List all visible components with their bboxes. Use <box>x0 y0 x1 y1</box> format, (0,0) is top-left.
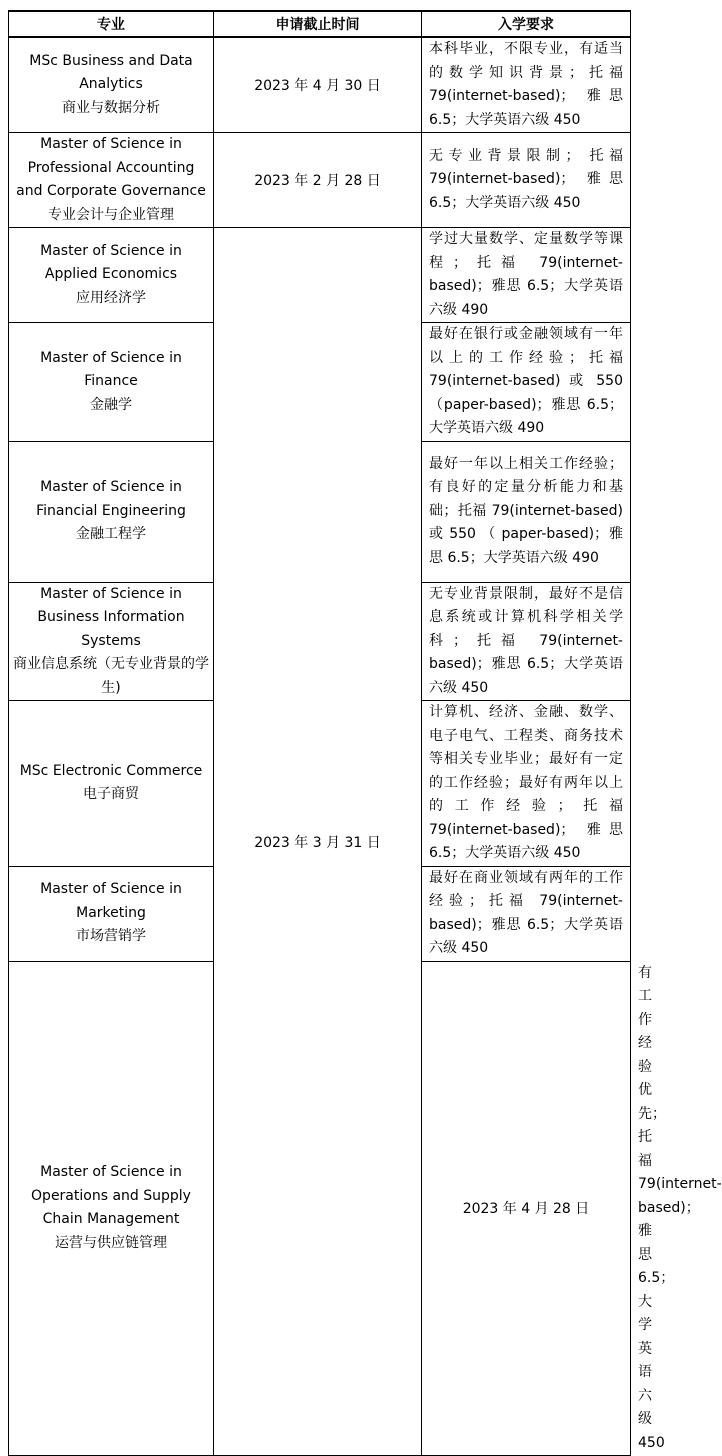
table-row <box>9 37 631 133</box>
program-cell <box>9 37 214 133</box>
requirements-cell: 最好一年以上相关工作经验；有良好的定量分析能力和基础；托福 79(internet-based) 或 550 （ paper-based)；雅思 6.5；大学英语六级 490 <box>422 441 631 582</box>
program-name-zh: 运营与供应链管理 <box>55 1234 167 1251</box>
requirements-cell: 计算机、经济、金融、数学、电子电气、工程类、商务技术等相关专业毕业；最好有一定的工作经验；最好有两年以上的工作经验；托福 79(internet-based)； 雅思 6.5；大学英语六级 450 <box>422 701 631 867</box>
deadline-cell: 2023 年 2 月 28 日 <box>214 133 422 228</box>
table-row <box>9 133 631 228</box>
program-cell <box>9 582 214 701</box>
requirements-cell: 本科毕业，不限专业，有适当的数学知识背景；托福 79(internet-based)； 雅思 6.5；大学英语六级 450 <box>422 37 631 133</box>
program-cell <box>9 228 214 323</box>
program-cell <box>9 441 214 582</box>
program-name-en: Master of Science in <box>40 349 182 366</box>
program-name-en: Operations and Supply <box>31 1187 191 1204</box>
program-name-en: Master of Science in <box>40 585 182 602</box>
requirements-cell: 最好在商业领域有两年的工作经验；托福 79(internet-based)；雅思 6.5；大学英语六级 450 <box>422 866 631 961</box>
program-name-en: Analytics <box>79 76 143 93</box>
header-deadline: 申请截止时间 <box>214 11 422 37</box>
deadline-cell: 2023 年 4 月 28 日 <box>422 961 631 1456</box>
program-name-en: and Corporate Governance <box>16 183 206 199</box>
table-row <box>9 228 631 323</box>
program-name-en: Professional Accounting <box>27 159 195 176</box>
deadline-cell: 2023 年 4 月 30 日 <box>214 37 422 133</box>
program-name-zh: 金融工程学 <box>76 526 146 543</box>
program-name-en: Master of Science in <box>40 136 182 152</box>
header-row <box>9 11 631 37</box>
requirements-cell: 学过大量数学、定量数学等课程；托福 79(internet-based)；雅思 6.5；大学英语六级 490 <box>422 228 631 323</box>
admissions-table <box>8 10 722 1456</box>
program-name-en: Master of Science in <box>40 242 182 259</box>
program-name-en: Marketing <box>76 904 146 921</box>
program-name-en: Master of Science in <box>40 479 182 496</box>
program-cell <box>9 701 214 867</box>
program-name-en: Master of Science in <box>40 881 182 898</box>
program-cell <box>9 866 214 961</box>
requirements-cell: 最好在银行或金融领域有一年以上的工作经验；托福 79(internet-based) 或 550 （paper-based)；雅思 6.5；大学英语六级 490 <box>422 323 631 442</box>
header-program: 专业 <box>9 11 214 37</box>
program-name-en: Systems <box>81 632 141 649</box>
program-name-en: Business Information <box>37 609 185 625</box>
program-cell <box>9 133 214 228</box>
program-name-en: Financial Engineering <box>36 502 186 519</box>
table-row: Master of Science in Operations and Supply Chain Management 运营与供应链管理 2023 年 4 月 28 日 有工作经验优先；托福 79(internet-based)； 雅思 6.5；大学英语六级 450 <box>9 961 631 1456</box>
program-name-zh: 应用经济学 <box>76 289 146 306</box>
program-name-zh: 专业会计与企业管理 <box>48 206 174 223</box>
program-name-en: Finance <box>84 373 138 389</box>
requirements-cell: 无专业背景限制； 托福 79(internet-based)； 雅思 6.5；大学英语六级 450 <box>422 133 631 228</box>
program-name-en: Chain Management <box>42 1211 180 1228</box>
program-name-zh: 商业与数据分析 <box>62 99 160 116</box>
program-name-en: Applied Economics <box>44 266 178 283</box>
requirements-cell: 无专业背景限制，最好不是信息系统或计算机科学相关学科；托福 79(internet-based)；雅思 6.5；大学英语六级 450 <box>422 582 631 701</box>
program-cell <box>9 323 214 442</box>
program-name-zh: 市场营销学 <box>76 928 146 945</box>
header-requirements: 入学要求 <box>422 11 631 37</box>
program-name-en: MSc Business and Data <box>29 52 193 69</box>
program-name-zh: 商业信息系统（无专业背景的学生) <box>13 656 209 696</box>
program-name-en: MSc Electronic Commerce <box>19 762 203 779</box>
program-cell <box>9 961 214 1456</box>
program-name-zh: 电子商贸 <box>83 786 139 803</box>
deadline-cell: 2023 年 3 月 31 日 <box>214 228 422 1456</box>
program-name-en: Master of Science in <box>40 1164 182 1181</box>
program-name-zh: 金融学 <box>90 396 132 413</box>
